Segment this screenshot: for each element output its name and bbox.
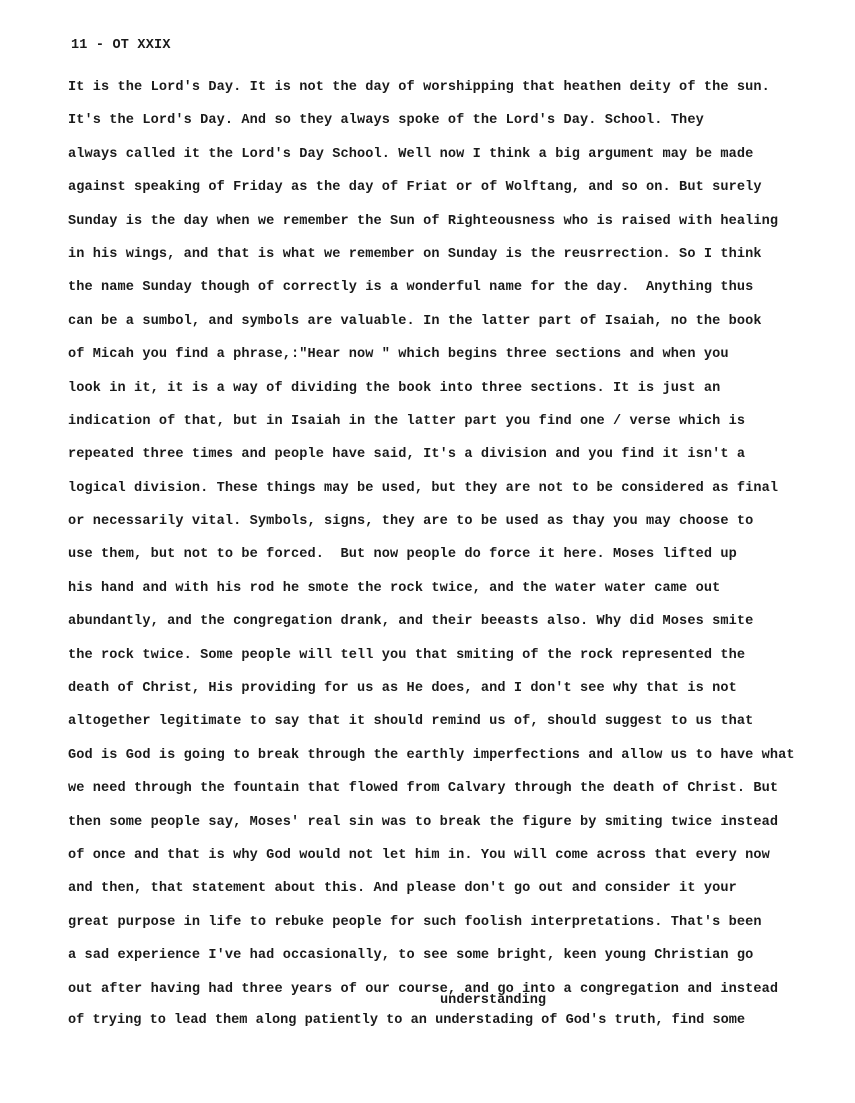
text-line: death of Christ, His providing for us as He does, and I don't see why that is not [68,681,737,697]
text-line: against speaking of Friday as the day of Friat or of Wolftang, and so on. But surely [68,180,762,196]
text-line: It is the Lord's Day. It is not the day of worshipping that heathen deity of the sun. [68,80,770,95]
text-line: of once and that is why God would not let him in. You will come across that every now [68,847,770,863]
text-line: the name Sunday though of correctly is a wonderful name for the day. Anything thus [68,280,754,296]
interlinear-correction: understanding [440,993,547,1008]
text-line-final: of trying to lead them along patiently to an understading of God's truth, find some [68,1013,746,1028]
body-text [68,71,828,1006]
text-line: a sad experience I've had occasionally, to see some bright, keen young Christian go [68,948,754,964]
text-line: altogether legitimate to say that it should remind us of, should suggest to us that [68,714,754,730]
text-line: in his wings, and that is what we remember on Sunday is the reusrrection. So I think [68,246,762,262]
text-line: great purpose in life to rebuke people for such foolish interpretations. That's been [68,914,762,930]
text-line: out after having had three years of our course, and go into a congregation and instead [68,981,779,997]
text-line: look in it, it is a way of dividing the book into three sections. It is just an [68,380,721,396]
text-line: It's the Lord's Day. And so they always spoke of the Lord's Day. School. They [68,113,704,129]
text-line: Sunday is the day when we remember the Sun of Righteousness who is raised with healing [68,213,779,229]
text-line: indication of that, but in Isaiah in the latter part you find one / verse which is [68,413,746,429]
text-line: always called it the Lord's Day School. Well now I think a big argument may be made [68,146,754,162]
text-line: and then, that statement about this. And please don't go out and consider it your [68,881,737,897]
text-line: then some people say, Moses' real sin was to break the figure by smiting twice instead [68,814,779,830]
text-line: or necessarily vital. Symbols, signs, they are to be used as thay you may choose to [68,514,754,530]
text-line: we need through the fountain that flowed from Calvary through the death of Christ. But [68,781,779,797]
text-line: the rock twice. Some people will tell you that smiting of the rock represented the [68,647,746,663]
text-line: God is God is going to break through the earthly imperfections and allow us to have what [68,747,795,763]
text-line: use them, but not to be forced. But now people do force it here. Moses lifted up [68,547,737,563]
text-line: logical division. These things may be used, but they are not to be considered as final [68,480,779,496]
text-line: his hand and with his rod he smote the rock twice, and the water water came out [68,580,721,596]
text-line: abundantly, and the congregation drank, and their beeasts also. Why did Moses smite [68,614,754,630]
text-line: can be a sumbol, and symbols are valuable. In the latter part of Isaiah, no the book [68,313,762,329]
page-header: 11 - OT XXIX [71,38,171,53]
text-line: of Micah you find a phrase,:"Hear now " which begins three sections and when you [68,347,729,363]
text-line: repeated three times and people have said, It's a division and you find it isn't a [68,447,746,463]
